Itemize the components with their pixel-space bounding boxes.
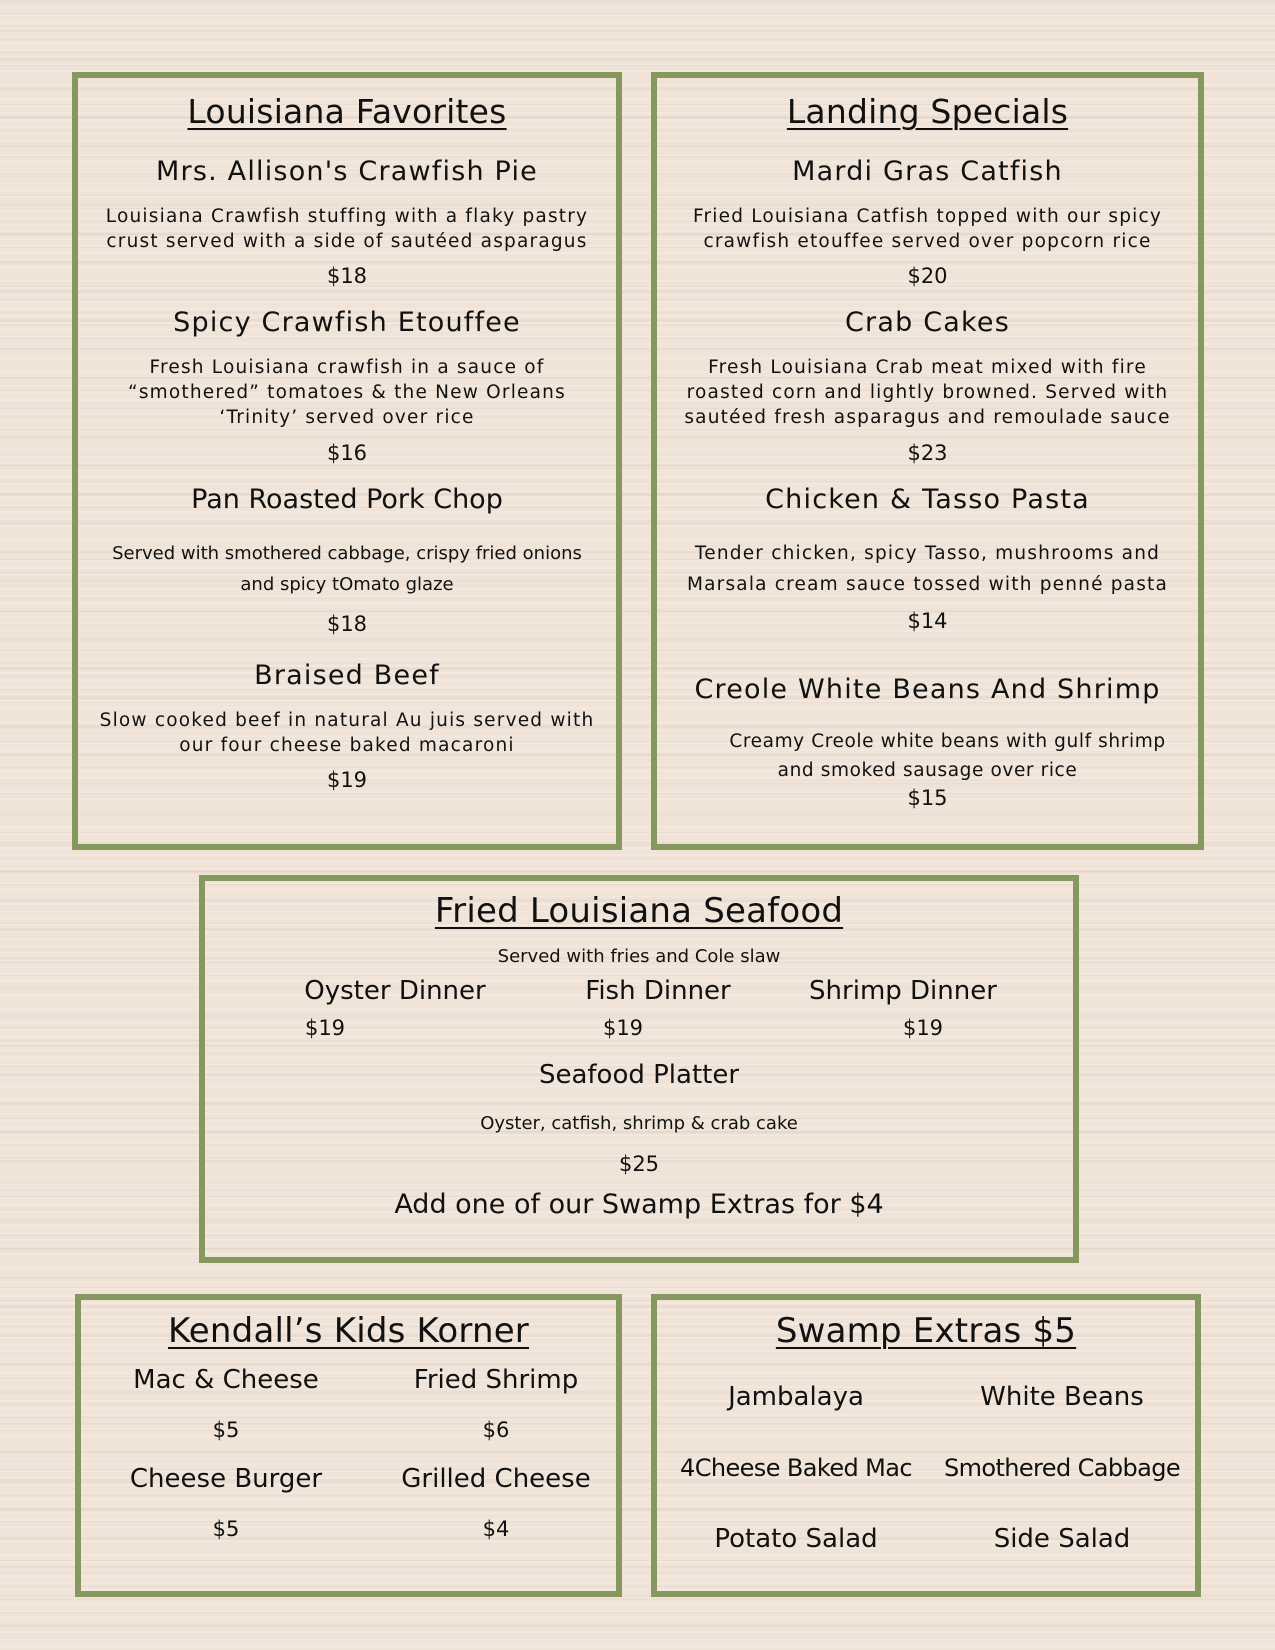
swamp-extra-item: Smothered Cabbage	[943, 1454, 1181, 1482]
menu-item-price: $20	[907, 264, 948, 288]
shrimp-dinner-price: $19	[902, 1016, 944, 1040]
menu-item-name: Mrs. Allison's Crawfish Pie	[156, 156, 538, 187]
swamp-extra-item: Jambalaya	[728, 1382, 864, 1412]
menu-item-description: Fried Louisiana Catfish topped with our spicy crawfish etouffee served over popcorn rice	[692, 206, 1163, 252]
kids-item-price: $6	[482, 1418, 510, 1442]
swamp-extra-item: 4Cheese Baked Mac	[680, 1454, 912, 1482]
swamp-extras-title: Swamp Extras $5	[775, 1311, 1077, 1351]
menu-item-name: Pan Roasted Pork Chop	[191, 484, 503, 515]
swamp-extras-addon-note: Add one of our Swamp Extras for $4	[394, 1189, 884, 1220]
menu-item-name: Spicy Crawfish Etouffee	[173, 307, 521, 338]
menu-item-description: Slow cooked beef in natural Au juis served with our four cheese baked macaroni	[99, 710, 595, 756]
fish-dinner-name: Fish Dinner	[585, 976, 731, 1006]
louisiana-favorites-title: Louisiana Favorites	[187, 92, 507, 131]
menu-item-price: $16	[326, 441, 368, 465]
fried-seafood-panel	[199, 875, 1079, 1263]
menu-item-price: $19	[326, 768, 368, 792]
swamp-extra-item: Side Salad	[993, 1524, 1131, 1554]
louisiana-favorites-panel	[72, 72, 622, 850]
menu-item-description: Louisiana Crawfish stuffing with a flaky pastry crust served with a side of sautéed asparagus	[105, 206, 589, 252]
kids-item-name: Cheese Burger	[129, 1464, 323, 1494]
kids-item-name: Fried Shrimp	[413, 1365, 579, 1395]
menu-item-price: $14	[907, 609, 948, 633]
menu-item-name: Creole White Beans And Shrimp	[694, 674, 1161, 705]
kids-item-price: $4	[482, 1517, 510, 1541]
kids-korner-title: Kendall’s Kids Korner	[168, 1311, 529, 1351]
kids-item-price: $5	[212, 1418, 240, 1442]
menu-item-price: $15	[907, 786, 948, 810]
kids-item-name: Grilled Cheese	[401, 1464, 591, 1494]
menu-item-name: Braised Beef	[254, 660, 440, 691]
seafood-platter-description: Oyster, catfish, shrimp & crab cake	[480, 1113, 798, 1134]
seafood-platter-price: $25	[618, 1152, 660, 1176]
menu-item-description: Tender chicken, spicy Tasso, mushrooms and Marsala cream sauce tossed with penné pasta	[686, 543, 1169, 595]
kids-item-name: Mac & Cheese	[133, 1365, 319, 1395]
kids-item-price: $5	[212, 1517, 240, 1541]
fried-seafood-title: Fried Louisiana Seafood	[434, 891, 844, 931]
menu-item-price: $18	[326, 612, 368, 636]
menu-item-price: $18	[326, 264, 368, 288]
menu-item-name: Mardi Gras Catfish	[792, 156, 1063, 187]
landing-specials-panel	[651, 72, 1204, 850]
menu-item-description: Fresh Louisiana crawfish in a sauce of “smothered” tomatoes & the New Orleans ‘Trinity’ served over rice	[128, 357, 566, 428]
swamp-extras-panel	[651, 1294, 1201, 1597]
swamp-extra-item: White Beans	[980, 1382, 1144, 1412]
menu-item-name: Crab Cakes	[845, 307, 1010, 338]
menu-item-description: Fresh Louisiana Crab meat mixed with fire roasted corn and lightly browned. Served with sautéed fresh asparagus and remoulade sauce	[684, 357, 1171, 428]
fried-seafood-subtitle: Served with fries and Cole slaw	[497, 946, 781, 967]
oyster-dinner-name: Oyster Dinner	[304, 976, 486, 1006]
shrimp-dinner-name: Shrimp Dinner	[809, 976, 997, 1006]
menu-item-price: $23	[907, 441, 948, 465]
menu-item-description: Creamy Creole white beans with gulf shrimp and smoked sausage over rice	[729, 731, 1166, 781]
landing-specials-title: Landing Specials	[786, 92, 1069, 131]
kids-korner-panel	[75, 1294, 622, 1597]
oyster-dinner-price: $19	[304, 1016, 346, 1040]
menu-item-description: Served with smothered cabbage, crispy fried onions and spicy tOmato glaze	[112, 543, 582, 595]
fish-dinner-price: $19	[602, 1016, 644, 1040]
swamp-extra-item: Potato Salad	[714, 1524, 878, 1554]
menu-item-name: Chicken & Tasso Pasta	[765, 484, 1090, 515]
seafood-platter-name: Seafood Platter	[538, 1060, 740, 1090]
